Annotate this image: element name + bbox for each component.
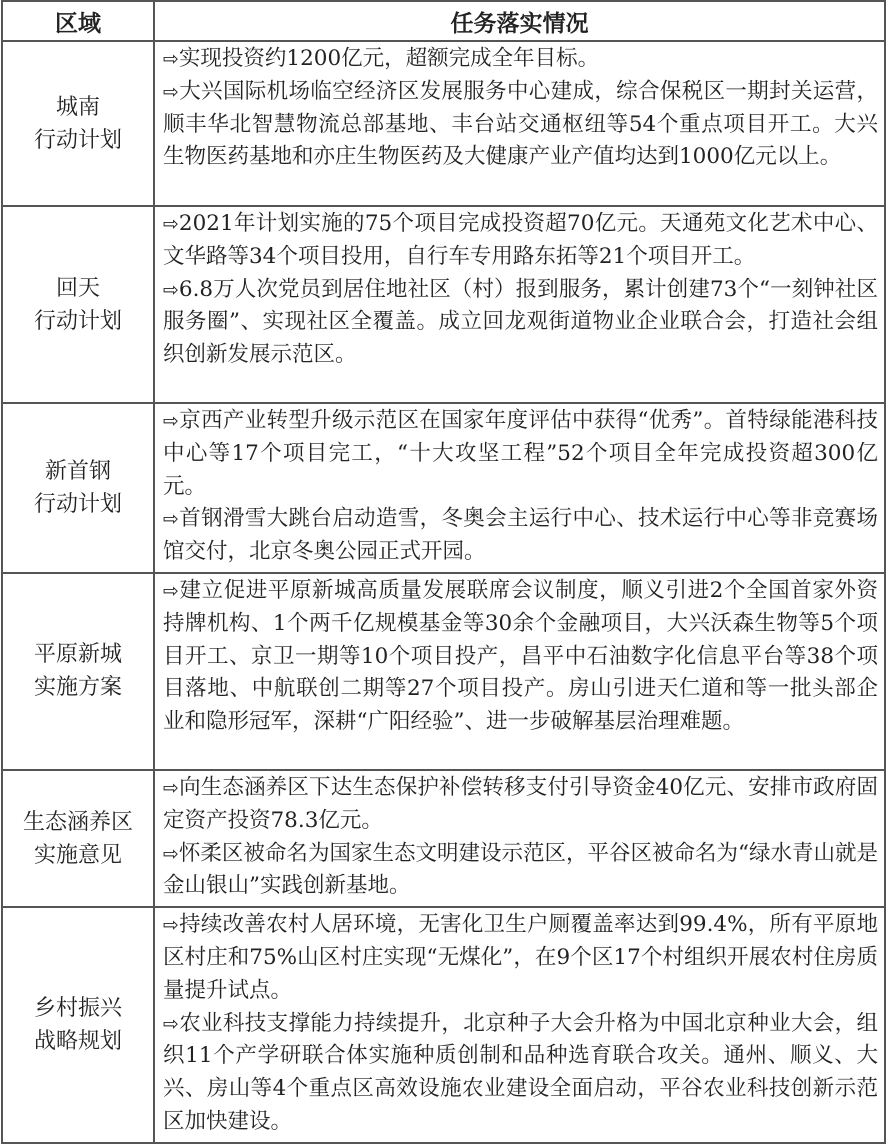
region-label: 行动计划 (33, 308, 122, 334)
task-item (163, 838, 878, 904)
arrow-icon: ⇨ (163, 80, 179, 103)
arrow-icon: ⇨ (163, 278, 179, 301)
region-label: 城南 (55, 94, 100, 120)
task-item (163, 43, 878, 76)
table-row (2, 907, 885, 1143)
tasks-cell (154, 573, 885, 770)
arrow-icon: ⇨ (163, 842, 179, 865)
arrow-icon: ⇨ (163, 776, 179, 799)
region-cell (2, 907, 154, 1143)
header-region: 区域 (2, 1, 154, 41)
region-label: 回天 (55, 275, 100, 301)
task-text: 实现投资约1200亿元，超额完成全年目标。 (178, 46, 600, 71)
region-label: 实施方案 (33, 675, 122, 701)
task-item (163, 503, 878, 569)
arrow-icon: ⇨ (163, 48, 179, 70)
task-item (163, 772, 878, 838)
task-text: 首钢滑雪大跳台启动造雪，冬奥会主运行中心、技术运行中心等非竞赛场馆交付，北京冬奥公园正式开园。 (163, 506, 878, 565)
task-text: 持续改善农村人居环境，无害化卫生户厕覆盖率达到99.4%，所有平原地区村庄和75%山区村庄实现“无煤化”，在9个区17个村组织开展农村住房质量提升试点。 (163, 912, 878, 1003)
table-row (2, 573, 885, 770)
task-text: 向生态涵养区下达生态保护补偿转移支付引导资金40亿元、安排市政府固定资产投资78.3亿元。 (163, 774, 878, 833)
table-row (2, 403, 885, 573)
task-text: 6.8万人次党员到居住地社区（村）报到服务，累计创建73个“一刻钟社区服务圈”、实现社区全覆盖。成立回龙观街道物业企业联合会，打造社会组织创新发展示范区。 (163, 276, 878, 368)
region-label: 乡村振兴 (33, 995, 122, 1021)
region-label: 战略规划 (33, 1028, 122, 1054)
region-label: 生态涵养区 (22, 809, 133, 835)
table-row (2, 41, 885, 206)
arrow-icon: ⇨ (163, 1012, 179, 1035)
region-label: 行动计划 (33, 491, 122, 517)
task-text: 农业科技支撑能力持续提升，北京种子大会升格为中国北京种业大会，组织11个产学研联合体实施种质创制和品种选育联合攻关。通州、顺义、大兴、房山等4个重点区高效设施农业建设全面启动，平谷农业科技创新示范区加快建设。 (163, 1010, 878, 1134)
header-tasks: 任务落实情况 (154, 1, 885, 41)
task-item (163, 208, 878, 274)
task-item (163, 274, 878, 372)
region-cell (2, 770, 154, 907)
region-label: 平原新城 (33, 642, 122, 668)
header-row (2, 1, 885, 41)
arrow-icon: ⇨ (163, 410, 179, 432)
tasks-cell (154, 41, 885, 206)
task-text: 京西产业转型升级示范区在国家年度评估中获得“优秀”。首特绿能港科技中心等17个项目完工，“十大攻坚工程”52个项目全年完成投资超300亿元。 (163, 408, 878, 499)
tasks-cell (154, 770, 885, 907)
task-text: 怀柔区被命名为国家生态文明建设示范区，平谷区被命名为“绿水青山就是金山银山”实践创新基地。 (163, 840, 878, 899)
arrow-icon: ⇨ (163, 579, 179, 602)
task-item (163, 909, 878, 1007)
arrow-icon: ⇨ (163, 914, 179, 937)
region-cell (2, 403, 154, 573)
region-cell (2, 573, 154, 770)
region-cell (2, 206, 154, 403)
tasks-cell (154, 403, 885, 573)
region-cell (2, 41, 154, 206)
arrow-icon: ⇨ (163, 213, 179, 235)
task-text: 大兴国际机场临空经济区发展服务中心建成，综合保税区一期封关运营，顺丰华北智慧物流总部基地、丰台站交通枢纽等54个重点项目开工。大兴生物医药基地和亦庄生物医药及大健康产业产值均达到1000亿元以上。 (163, 78, 878, 170)
task-item (163, 405, 878, 503)
arrow-icon: ⇨ (163, 508, 179, 531)
task-text: 2021年计划实施的75个项目完成投资超70亿元。天通苑文化艺术中心、文华路等34个项目投用，自行车专用路东拓等21个项目开工。 (163, 211, 878, 269)
task-text: 建立促进平原新城高质量发展联席会议制度，顺义引进2个全国首家外资持牌机构、1个两千亿规模基金等30余个金融项目，大兴沃森生物等5个项目开工、京卫一期等10个项目投产，昌平中石油数字化信息平台等38个项目落地、中航联创二期等27个项目投产。房山引进天仁道和等一批头部企业和隐形冠军，深耕“广阳经验”、进一步破解基层治理难题。 (163, 577, 878, 735)
region-label: 新首钢 (44, 458, 111, 484)
task-table (1, 0, 886, 1144)
region-label: 实施意见 (33, 842, 122, 868)
region-label: 行动计划 (33, 127, 122, 153)
table-row (2, 206, 885, 403)
task-item (163, 575, 878, 739)
tasks-cell (154, 206, 885, 403)
task-item (163, 76, 878, 174)
table-row (2, 770, 885, 907)
task-item (163, 1008, 878, 1139)
tasks-cell (154, 907, 885, 1143)
